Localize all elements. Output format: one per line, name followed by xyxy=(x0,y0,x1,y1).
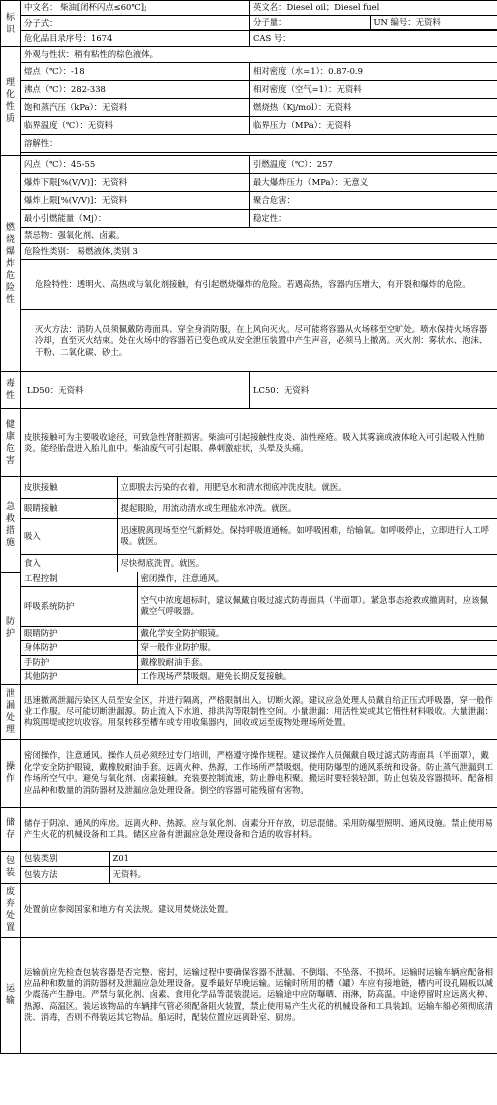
cas-number: CAS 号： xyxy=(250,31,497,47)
section-toxicity: 毒性 xyxy=(1,372,21,409)
ignition-temperature: 引燃温度（℃）：257 xyxy=(250,156,497,174)
upper-explosion-limit: 爆炸上限[%(V/V)]：无资料 xyxy=(21,192,250,210)
boiling-point: 沸点（℃）：282-338 xyxy=(21,81,250,99)
section-storage: 储存 xyxy=(1,807,21,851)
protection-text-hand: 戴橡胶耐油手套。 xyxy=(137,655,497,669)
section-disposal: 废弃处置 xyxy=(1,883,21,937)
un-number: UN 编号：无资料 xyxy=(370,16,497,30)
storage-text: 储存于阴凉、通风的库房。远离火种、热源。应与氧化剂、卤素分开存放，切忌混储。采用防爆型照明、通风设施。禁止使用易产生火花的机械设备和工具。储区应备有泄漏应急处理设备和合适的收容材料。 xyxy=(21,807,497,851)
operation-text: 密闭操作，注意通风。操作人员必须经过专门培训，严格遵守操作规程。建议操作人员佩戴自吸过滤式防毒面具（半面罩），戴化学安全防护眼镜，戴橡胶耐油手套。远离火种、热源，工作场所严禁吸烟。使用防爆型的通风系统和设备。防止蒸气泄漏到工作场所空气中。避免与氧化剂、卤素接触。充装要控制流速，防止静电积聚。搬运时要轻装轻卸，防止包装及容器损坏。配备相应品种和数量的消防器材及泄漏应急处理设备。倒空的容器可能残留有害物。 xyxy=(21,739,497,807)
packaging-method-value: 无资料。 xyxy=(112,869,146,880)
first-aid-text-ingestion: 尽快彻底洗胃。就医。 xyxy=(120,557,205,568)
ld50: LD50：无资料 xyxy=(21,372,250,409)
lower-explosion-limit: 爆炸下限[%(V/V)]：无资料 xyxy=(21,174,250,192)
critical-pressure: 临界压力（MPa）：无资料 xyxy=(250,117,497,135)
relative-density-water: 相对密度（水=1）：0.87-0.9 xyxy=(250,63,497,81)
relative-density-air: 相对密度（空气=1）：无资料 xyxy=(250,81,497,99)
cn-name: 中文名： 柴油[闭杯闪点≤60℃]; xyxy=(21,1,250,16)
first-aid-label-eye: 眼睛接触 xyxy=(21,498,117,518)
vapor-pressure: 饱和蒸汽压（kPa）：无资料 xyxy=(21,99,250,117)
protection-text-body: 穿一般作业防护服。 xyxy=(137,641,497,655)
hazard-characteristics: 危险特性：透明火、高热或与氧化剂接触，有引起燃烧爆炸的危险。若遇高热，容器内压增大，有开裂和爆炸的危险。 xyxy=(21,260,497,310)
packaging-method-label: 包装方法 xyxy=(21,867,109,883)
disposal-text: 处置前应参阅国家和地方有关法规。建议用焚烧法处置。 xyxy=(21,883,497,937)
protection-text-engineering: 密闭操作，注意通风。 xyxy=(137,572,497,586)
min-ignition-energy: 最小引燃能量（Mj）： xyxy=(21,210,250,228)
first-aid-label-ingestion: 食入 xyxy=(21,554,117,572)
flash-point: 闪点（℃）：45-55 xyxy=(21,156,250,174)
melting-point: 熔点（℃）：-18 xyxy=(21,63,250,81)
section-health-hazard: 健康危害 xyxy=(1,409,21,477)
section-transport: 运输 xyxy=(1,937,21,1053)
section-protection: 防护 xyxy=(1,572,21,684)
protection-label-other: 其他防护 xyxy=(21,670,137,684)
hazard-category: 危险性类别： 易燃液体,类别 3 xyxy=(21,244,497,260)
protection-label-hand: 手防护 xyxy=(21,655,137,669)
section-fire-explosion: 燃烧爆炸危险性 xyxy=(1,156,21,372)
protection-text-other: 工作现场严禁吸烟。避免长期反复接触。 xyxy=(140,671,292,682)
hazard-catalog-number: 危化品目录序号：1674 xyxy=(21,31,250,47)
extinguishing-method: 灭火方法：消防人员须佩戴防毒面具、穿全身消防服，在上风向灭火。尽可能将容器从火场移至空旷处。喷水保持火场容器冷却，直至灭火结束。处在火场中的容器若已变色或从安全泄压装置中产生声音，必须马上撤离。灭火剂：雾状水、泡沫、干粉、二氧化碳、砂土。 xyxy=(21,310,497,372)
incompatible-materials: 禁忌物：强氧化剂、卤素。 xyxy=(21,228,497,244)
packaging-category-value: Z01 xyxy=(109,852,497,867)
leak-handling-text: 迅速撤离泄漏污染区人员至安全区，并进行隔离，严格限制出入。切断火源。建议应急处理人员戴自给正压式呼吸器，穿一般作业工作服。尽可能切断泄漏源。防止流入下水道、排洪沟等限制性空间。小量泄漏：用活性炭或其它惰性材料吸收。大量泄漏：构筑围堤或挖坑收容。用泵转移至槽车或专用收集器内，回收或运至废物处理场所处置。 xyxy=(21,684,497,739)
protection-label-engineering: 工程控制 xyxy=(21,572,137,586)
protection-text-eye: 戴化学安全防护眼镜。 xyxy=(137,626,497,640)
appearance: 外观与性状：稍有粘性的棕色液体。 xyxy=(21,47,497,63)
health-hazard-text: 皮肤接触可为主要吸收途径，可致急性肾脏损害。柴油可引起接触性皮炎、油性痤疮。吸入其雾滴或液体呛入可引起吸入性肺炎。能经胎盘进入胎儿血中。柴油废气可引起眼、鼻刺激症状，头晕及头痛。 xyxy=(21,409,497,477)
polymerization-hazard: 聚合危害： xyxy=(250,192,497,210)
protection-text-respiratory: 空气中浓度超标时，建议佩戴自吸过滤式防毒面具（半面罩）。紧急事态抢救或撤离时，应该佩戴空气呼吸器。 xyxy=(137,586,497,626)
protection-label-respiratory: 呼吸系统防护 xyxy=(21,586,137,626)
section-operation: 操作 xyxy=(1,739,21,807)
transport-text: 运输前应先检查包装容器是否完整、密封，运输过程中要确保容器不泄漏、不倒塌、不坠落、不损坏。运输时运输车辆应配备相应品种和数量的消防器材及泄漏应急处理设备。夏季最好早晚运输。运输时所用的槽（罐）车应有接地链，槽内可设孔隔板以减少震荡产生静电。严禁与氧化剂、卤素、食用化学品等混装混运。运输途中应防曝晒、雨淋，防高温。中途停留时应远离火种、热源、高温区。装运该物品的车辆排气管必须配备阻火装置，禁止使用易产生火花的机械设备和工具装卸。运输车船必须彻底清洗、消毒，否则不得装运其它物品。船运时，配装位置应远离卧室、厨房。 xyxy=(21,937,497,1053)
lc50: LC50：无资料 xyxy=(250,372,497,409)
molecular-weight: 分子量： xyxy=(250,16,370,30)
first-aid-text-eye: 提起眼睑，用流动清水或生理盐水冲洗。就医。 xyxy=(117,498,497,518)
protection-label-body: 身体防护 xyxy=(21,641,137,655)
first-aid-label-inhalation: 吸入 xyxy=(21,518,117,554)
first-aid-text-inhalation: 迅速脱离现场至空气新鲜处。保持呼吸道通畅。如呼吸困难，给输氧。如呼吸停止，立即进行人工呼吸。就医。 xyxy=(117,518,497,554)
section-first-aid: 急救措施 xyxy=(1,477,21,573)
packaging-category-label: 包装类别 xyxy=(21,852,109,867)
en-name: 英文名：Diesel oil；Diesel fuel xyxy=(250,1,497,16)
max-explosion-pressure: 最大爆炸压力（MPa）：无意义 xyxy=(250,174,497,192)
section-packaging: 包装 xyxy=(1,851,21,883)
first-aid-label-skin: 皮肤接触 xyxy=(21,477,117,498)
molecular-formula: 分子式： xyxy=(21,16,250,31)
protection-label-eye: 眼睛防护 xyxy=(21,626,137,640)
combustion-heat: 燃烧热（Kj/mol）：无资料 xyxy=(250,99,497,117)
solubility: 溶解性： xyxy=(21,135,497,153)
section-identification: 标识 xyxy=(1,1,21,47)
section-leak-handling: 泄漏处理 xyxy=(1,684,21,739)
first-aid-text-skin: 立即脱去污染的衣着，用肥皂水和清水彻底冲洗皮肤。就医。 xyxy=(117,477,497,498)
stability: 稳定性： xyxy=(250,210,497,228)
critical-temperature: 临界温度（℃）：无资料 xyxy=(21,117,250,135)
section-physical-chemical: 理化性质 xyxy=(1,47,21,156)
